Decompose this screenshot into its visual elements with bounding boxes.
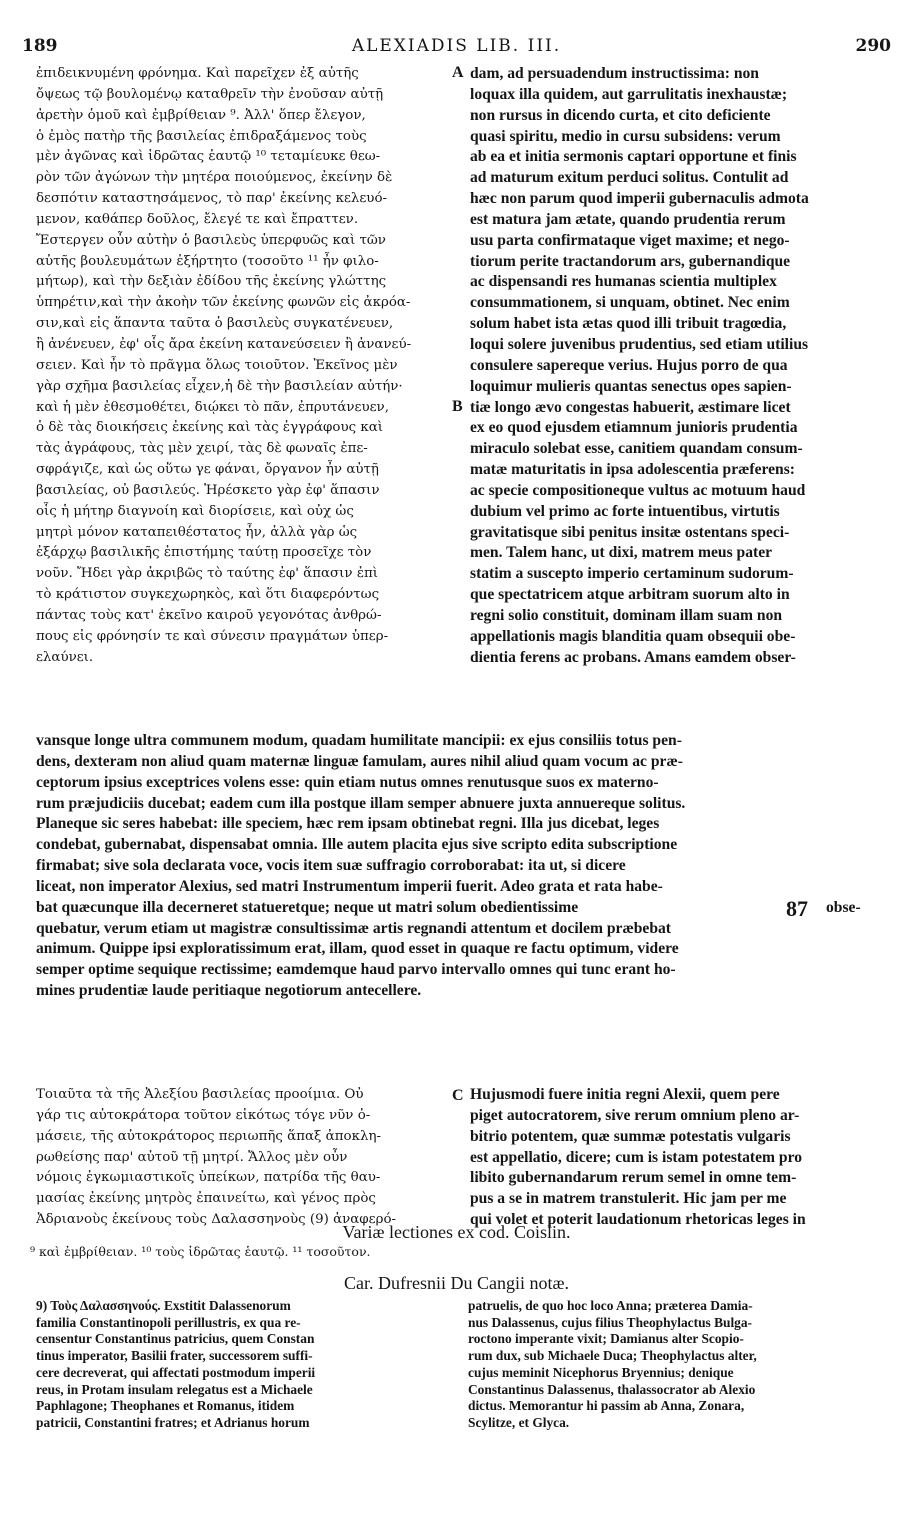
notae-heading: Car. Dufresnii Du Cangii notæ. xyxy=(344,1273,569,1293)
latin-text-line: piget autocratorem, sive rerum omnium pleno ar- xyxy=(470,1106,800,1124)
latin-text-line: est matura jam ætate, quando prudentia rerum xyxy=(470,210,786,228)
latin-text-line: usu parta confirmataque viget maxime; et nego- xyxy=(470,231,790,249)
greek-text-line: ρὸν τῶν ἀγώνων τὴν μητέρα ποιούμενος, ἐκείνην δὲ xyxy=(36,170,393,186)
latin-text-line: bat quæcunque illa decerneret statueretque; neque ut matri solum obedientissime xyxy=(36,898,579,916)
latin-text-line: loquax illa quidem, aut garrulitatis inexhaustæ; xyxy=(470,85,788,103)
greek-text-line: ελαύνει. xyxy=(36,649,94,665)
note-text-line: Paphlagone; Theophanes et Romanus, itidem xyxy=(36,1398,295,1414)
latin-text-line: regni solio constituit, dominam illam suam non xyxy=(470,606,783,624)
latin-text-line: non rursus in dicendo curta, et cito deficiente xyxy=(470,106,771,124)
latin-text-line: que spectatricem atque arbitram suorum alto in xyxy=(470,586,790,604)
latin-text-line: tiæ longo ævo congestas habuerit, æstimare licet xyxy=(470,398,791,416)
latin-text-line: liceat, non imperator Alexius, sed matri Instrumentum imperii fuerit. Adeo grata et rata habe- xyxy=(36,877,663,895)
greek-text-line: ὁ δὲ τὰς διοικήσεις ἐκείνης καὶ τὰς ἐγγράφους καὶ xyxy=(36,420,384,436)
latin-text-line: ex eo quod ejusdem etiamnum junioris prudentia xyxy=(470,419,798,437)
page-number-left: 189 xyxy=(22,36,58,56)
section-marker-a: A xyxy=(452,64,464,81)
greek-text-line: ἢ ἀνένευεν, ἐφ' οἷς ἄρα ἐκείνη κατανεύσειεν ἢ ἀνανεύ- xyxy=(36,336,412,352)
latin-full-width-text xyxy=(36,731,882,1002)
latin-text-line: ac dispensandi res humanas scientia multiplex xyxy=(470,273,777,291)
latin-text-line: Hujusmodi fuere initia regni Alexii, quem pere xyxy=(470,1086,780,1103)
greek-text-line: γὰρ σχῆμα βασιλείας εἶχεν,ἡ δὲ τὴν βασιλείαν αὐτήν· xyxy=(36,378,403,394)
latin-text-line: loquimur mulieris quantas senectus opes sapien- xyxy=(470,377,792,395)
greek-text-line: νόμοις ἐγκωμιαστικοῖς ὑπείκων, πατρίδα τῆς θαυ- xyxy=(36,1170,381,1186)
latin-text-line: tiorum perite tractandorum ars, gubernandique xyxy=(470,252,791,270)
latin-text-line: Planeque sic seres habebat: ille speciem, hæc rem ipsam obtinebat regni. Illa jus dicebat, leges xyxy=(36,815,660,833)
greek-text-line: Ἔστεργεν οὖν αὐτὴν ὁ βασιλεὺς ὑπερφυῶς καὶ τῶν xyxy=(36,232,386,248)
greek-text-line: Ἀδριανοὺς ἐκείνους τοὺς Δαλασσηνοὺς (9) ἀναφερό- xyxy=(36,1212,397,1228)
latin-text-line: libito gubernandarum rerum semel in omne tem- xyxy=(470,1169,797,1187)
greek-text-line: σειεν. Καὶ ἦν τὸ πρᾶγμα ὅλως τοιοῦτον. Ἐκεῖνος μὲν xyxy=(36,357,398,373)
greek-column-top xyxy=(36,64,450,668)
latin-line-tail: obse- xyxy=(826,899,861,916)
note-text-line: roctono imperante vixit; Damianus alter Scopio- xyxy=(468,1331,744,1347)
greek-text-line: ὄψεως τῷ βουλομένῳ καταθρεῖν τὴν ἐνοῦσαν αὐτῇ xyxy=(36,86,384,102)
greek-text-line: ὁ ἐμὸς πατὴρ τῆς βασιλείας ἐπιδραξάμενος τοὺς xyxy=(36,128,367,144)
latin-text-line: consulere sapereque verius. Hujus porro de qua xyxy=(470,356,788,374)
latin-text-line: quebatur, verum etiam ut magistræ consultissimæ artis regnandi attentum et docilem præbebat xyxy=(36,919,671,937)
latin-text-line: condebat, gubernabat, dispensabat omnia. Ille autem placita ejus sive scripto edita subscriptione xyxy=(36,836,678,854)
latin-text-line: dientia ferens ac probans. Amans eamdem obser- xyxy=(470,648,796,666)
greek-text-line: αὐτῆς βουλευμάτων ἐξήρτητο (τοσοῦτο ¹¹ ἦν φιλο- xyxy=(36,253,379,269)
latin-text-line: animum. Quippe ipsi exploratissimum erat, illam, quod esset in quaque re factu optimum, videre xyxy=(36,940,679,958)
note-text-line: patricii, Constantini fratres; et Adrianus horum xyxy=(36,1414,310,1430)
greek-text-line: τὰς ἀγράφους, τὰς μὲν χειρί, τὰς δὲ φωναῖς ἐπε- xyxy=(36,441,368,457)
greek-text-line: ἐξάρχῳ βασιλικῆς ἐπιστήμης ταύτῃ προσεῖχε τὸν xyxy=(36,545,372,561)
latin-text-line: ac specie compositioneque vultus ac motuum haud xyxy=(470,481,806,499)
greek-text-line: τὸ κράτιστον συγκεχωρηκὸς, καὶ ὅτι διαφερόντως xyxy=(36,587,380,603)
greek-text-line: πους εἰς φρόνησίν τε καὶ σύνεσιν πραγμάτων ὑπερ- xyxy=(36,628,389,644)
greek-text-line: πάντας τοὺς κατ' ἐκεῖνο καιροῦ γεγονότας ἀνθρώ- xyxy=(36,607,382,623)
note-text-line: cujus meminit Nicephorus Bryennius; denique xyxy=(468,1364,734,1380)
latin-text-line: quasi spiritu, medio in cursu subsidens: verum xyxy=(470,127,781,145)
latin-text-line: pus a se in matrem transtulerit. Hic jam per me xyxy=(470,1190,787,1208)
greek-column-bottom xyxy=(36,1085,450,1231)
latin-text-line: matæ maturitatis in ipsa adolescentia præferens: xyxy=(470,461,795,479)
latin-text-line: appellationis magis blanditia quam obsequii obe- xyxy=(470,627,796,645)
note-text-line: reus, in Protam insulam relegatus est a Michaele xyxy=(36,1381,313,1397)
note-text-line: censentur Constantinus patricius, quem Constan xyxy=(36,1331,315,1347)
latin-text-line: est appellatio, dicere; cum is istam potestatem pro xyxy=(470,1148,803,1166)
latin-text-line: semper optime sequique rectissime; eamdemque haud parvo intervallo omnes qui tunc erant ho- xyxy=(36,961,676,979)
greek-text-line: μὲν ἀγῶνας καὶ ἱδρῶτας ἑαυτῷ ¹⁰ τεταμίευκε θεω- xyxy=(36,149,381,165)
latin-text-line: hæc non parum quod imperii gubernaculis admota xyxy=(470,190,809,208)
section-marker-b: B xyxy=(452,398,463,415)
latin-text-line: firmabat; sive sola declarata voce, vocis item suæ suffragio corroborabat: ita ut, si dicere xyxy=(36,857,626,875)
greek-text-line: σφράγιζε, καὶ ὡς οὕτω γε φάναι, ὄργανον ἦν αὐτῇ xyxy=(36,462,379,478)
greek-text-line: Τοιαῦτα τὰ τῆς Ἀλεξίου βασιλείας προοίμια. Οὐ xyxy=(36,1087,364,1102)
latin-column-bottom xyxy=(470,1085,882,1231)
note-text-line: Constantinus Dalassenus, thalassocrator ab Alexio xyxy=(468,1381,756,1397)
latin-column-top xyxy=(470,64,882,668)
greek-text-line: γάρ τις αὐτοκράτορα τοῦτον εἰκότως τόγε νῦν ὀ- xyxy=(36,1107,371,1123)
latin-text-line: dubium vel primo ac forte intuentibus, virtutis xyxy=(470,502,780,520)
running-title: ALEXIADIS LIB. III. xyxy=(351,36,562,56)
note-text-line: Scylitze, et Glyca. xyxy=(468,1414,570,1430)
greek-text-line: δεσπότιν καταστησάμενος, τὸ παρ' ἐκείνης κελευό- xyxy=(36,191,388,207)
greek-text-line: καὶ ἡ μὲν ἐθεσμοθέτει, διῴκει τὸ πᾶν, ἐπρυτάνευεν, xyxy=(36,399,389,415)
greek-text-line: μασίας ἐκείνης μητρὸς ἐπαινείτω, καὶ γένος πρὸς xyxy=(36,1191,376,1207)
latin-text-line: men. Talem hanc, ut dixi, matrem meus pater xyxy=(470,544,773,562)
notes-column-left xyxy=(36,1298,456,1432)
variae-lectiones-heading: Variæ lectiones ex cod. Coislin. xyxy=(342,1222,571,1242)
greek-text-line: σιν,καὶ εἰς ἅπαντα ταῦτα ὁ βασιλεὺς συγκατένευεν, xyxy=(36,316,394,332)
variae-lectiones-line: ⁹ καὶ ἐμβρίθειαν. ¹⁰ τοὺς ἱδρῶτας ἑαυτῷ. ¹¹ τοσοῦτον. xyxy=(30,1244,371,1259)
latin-text-line: dam, ad persuadendum instructissima: non xyxy=(470,65,759,82)
page-number-right: 290 xyxy=(855,36,891,56)
latin-text-line: miraculo solebat esse, canitiem quandam consum- xyxy=(470,440,803,458)
latin-text-line: rum præjudiciis ducebat; eadem cum illa postque illam semper abnuere juxta annuereque solitus. xyxy=(36,794,686,812)
note-text-line: rum dux, sub Michaele Duca; Theophylactus alter, xyxy=(468,1348,757,1364)
greek-text-line: οἷς ἡ μήτηρ διαγνοίη καὶ διορίσειε, καὶ οὐχ ὡς xyxy=(36,503,354,519)
greek-text-line: μενον, καθάπερ δοῦλος, ἔλεγέ τε καὶ ἔπραττεν. xyxy=(36,211,359,227)
latin-text-line: loqui solere juvenibus prudentius, sed etiam utilius xyxy=(470,335,809,353)
notes-column-right xyxy=(468,1298,882,1432)
note-text-line: dictus. Memorantur hi passim ab Anna, Zonara, xyxy=(468,1398,745,1414)
section-marker-c: C xyxy=(452,1087,464,1104)
latin-text-line: dens, dexteram non aliud quam maternæ linguæ famulam, aures nihil aliud quam vocum ac præ- xyxy=(36,752,683,770)
greek-text-line: μητρὶ μόνον καταπειθέστατος ἦν, ἀλλὰ γὰρ ὡς xyxy=(36,524,358,540)
note-text-line: nus Dalassenus, cujus filius Theophylactus Bulga- xyxy=(468,1314,753,1330)
greek-text-line: βασιλείας, οὐ βασιλεύς. Ἠρέσκετο γὰρ ἐφ' ἅπασιν xyxy=(36,482,380,498)
page-mark-87: 87 xyxy=(786,896,808,921)
latin-text-line: consummationem, si unquam, obtinet. Nec enim xyxy=(470,294,790,312)
latin-text-line: gravitatisque sibi penitus insitæ ostentans speci- xyxy=(470,523,790,541)
latin-text-line: ab ea et initia sermonis captari opportune et finis xyxy=(470,148,797,166)
running-header xyxy=(22,36,891,62)
greek-text-line: ὑπηρέτιν,καὶ τὴν ἀκοὴν τῶν ἐκείνης φωνῶν εἰς ἀκρόα- xyxy=(36,295,411,311)
greek-text-line: μήτωρ), καὶ τὴν δεξιὰν ἐδίδου τῆς ἐκείνης γλώττης xyxy=(36,274,387,290)
latin-text-line: statim a suscepto imperio certaminum sudorum- xyxy=(470,565,794,583)
greek-text-line: ρωθείσης παρ' αὐτοῦ τῇ μητρί. Ἄλλος μὲν οὖν xyxy=(36,1149,348,1165)
latin-text-line: ad maturum exitum perduci solitus. Contulit ad xyxy=(470,169,789,187)
greek-text-line: νοῦν. Ἤδει γὰρ ἀκριβῶς τὸ ταύτης ἐφ' ἅπασιν ἐπὶ xyxy=(36,566,379,582)
greek-text-line: ἀρετὴν ὁμοῦ καὶ ἐμβρίθειαν ⁹. Ἀλλ' ὅπερ ἔλεγον, xyxy=(36,107,366,123)
note-text-line: patruelis, de quo hoc loco Anna; præterea Damia- xyxy=(468,1298,753,1313)
note-text-line: 9) Τοὺς Δαλασσηνούς. Exstitit Dalassenorum xyxy=(36,1298,291,1313)
latin-text-line: ceptorum ipsius exceptrices volens esse: quin etiam nutus omnes renutusque suos ex materno- xyxy=(36,773,659,791)
note-text-line: cere decreverat, qui affectati postmodum imperii xyxy=(36,1364,316,1380)
latin-text-line: mines prudentiæ laude peritiaque negotiorum antecellere. xyxy=(36,982,422,1000)
latin-text-line: qui volet et poterit laudationum rhetoricas leges in xyxy=(470,1211,806,1229)
latin-text-line: solum habet ista ætas quod illi tribuit tragœdia, xyxy=(470,315,787,333)
latin-text-line: bitrio potentem, quæ summæ potestatis vulgaris xyxy=(470,1127,791,1145)
note-text-line: familia Constantinopoli perillustris, ex qua re- xyxy=(36,1314,301,1330)
latin-text-line: vansque longe ultra communem modum, quadam humilitate mancipii: ex ejus consiliis totus pen- xyxy=(36,732,682,749)
greek-text-line: ἐπιδεικνυμένη φρόνημα. Καὶ παρεῖχεν ἐξ αὐτῆς xyxy=(36,66,359,81)
note-text-line: tinus imperator, Basilii frater, successorem suffi- xyxy=(36,1348,313,1364)
greek-text-line: μάσειε, τῆς αὐτοκράτορος περιωπῆς ἅπαξ ἀποκλη- xyxy=(36,1128,381,1144)
